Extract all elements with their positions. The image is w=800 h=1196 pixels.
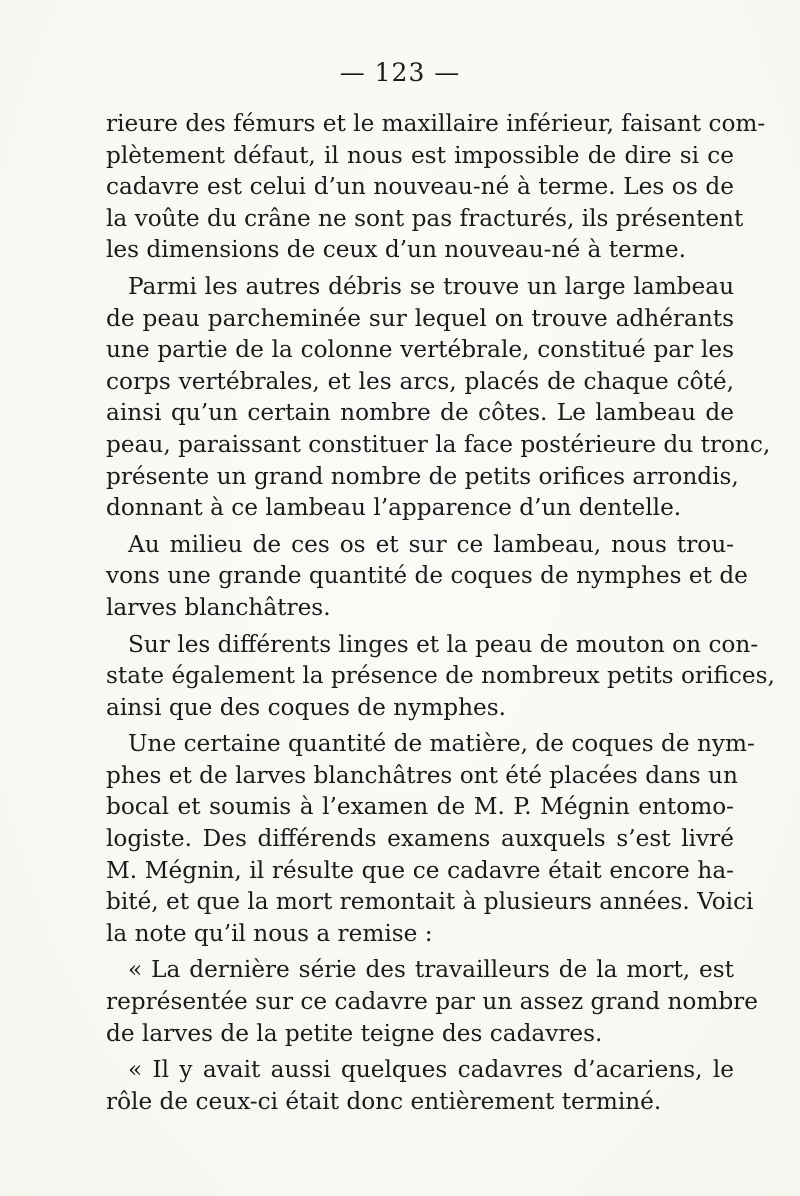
text-line: larves blanchâtres. [106, 593, 331, 621]
paragraph [106, 271, 771, 524]
text-line: Sur les différents linges et la peau de mouton on con- [128, 630, 759, 658]
body-text [106, 108, 775, 1117]
text-line: rieure des fémurs et le maxillaire inférieur, faisant com- [106, 110, 766, 137]
text-line: Parmi les autres débris se trouve un large lambeau [128, 272, 734, 300]
page-number: — 123 — [339, 58, 461, 87]
text-line: la voûte du crâne ne sont pas fracturés, ils présentent [106, 204, 744, 232]
text-line: vons une grande quantité de coques de nymphes et de [106, 562, 748, 590]
text-line: « Il y avait aussi quelques cadavres d’acariens, le [128, 1056, 734, 1084]
text-line: représentée sur ce cadavre par un assez grand nombre [106, 988, 758, 1016]
text-line: les dimensions de ceux d’un nouveau-né à terme. [106, 236, 686, 264]
paragraph [106, 728, 755, 949]
text-line: rôle de ceux-ci était donc entièrement terminé. [106, 1087, 662, 1115]
text-line: une partie de la colonne vertébrale, constitué par les [106, 336, 734, 364]
paragraph [106, 108, 766, 266]
paragraph [106, 629, 775, 724]
text-line: présente un grand nombre de petits orifices arrondis, [106, 462, 739, 490]
text-line: M. Mégnin, il résulte que ce cadavre était encore ha- [106, 856, 734, 884]
text-line: bocal et soumis à l’examen de M. P. Mégnin entomo- [106, 793, 734, 821]
text-line: donnant à ce lambeau l’apparence d’un dentelle. [106, 494, 682, 522]
text-line: corps vertébrales, et les arcs, placés de chaque côté, [106, 367, 734, 395]
text-line: state également la présence de nombreux petits orifices, [106, 662, 775, 690]
text-line: ainsi que des coques de nymphes. [106, 693, 507, 721]
text-line: bité, et que la mort remontait à plusieurs années. Voici [106, 888, 754, 916]
text-line: de larves de la petite teigne des cadavres. [106, 1019, 603, 1047]
text-line: phes et de larves blanchâtres ont été placées dans un [106, 761, 738, 789]
text-line: cadavre est celui d’un nouveau-né à terme. Les os de [106, 173, 734, 201]
text-line: peau, paraissant constituer la face postérieure du tronc, [106, 430, 771, 458]
paragraph [106, 1054, 734, 1117]
paragraph [106, 954, 758, 1049]
text-line: « La dernière série des travailleurs de la mort, est [128, 956, 734, 984]
text-line: la note qu’il nous a remise : [106, 919, 433, 947]
text-line: Au milieu de ces os et sur ce lambeau, nous trou- [128, 530, 734, 558]
paragraph [106, 529, 748, 624]
text-line: de peau parcheminée sur lequel on trouve adhérants [106, 304, 734, 332]
text-line: Une certaine quantité de matière, de coques de nym- [128, 730, 755, 758]
text-line: ainsi qu’un certain nombre de côtes. Le lambeau de [106, 399, 734, 427]
text-line: plètement défaut, il nous est impossible de dire si ce [106, 141, 734, 169]
text-line: logiste. Des différends examens auxquels s’est livré [106, 825, 734, 853]
